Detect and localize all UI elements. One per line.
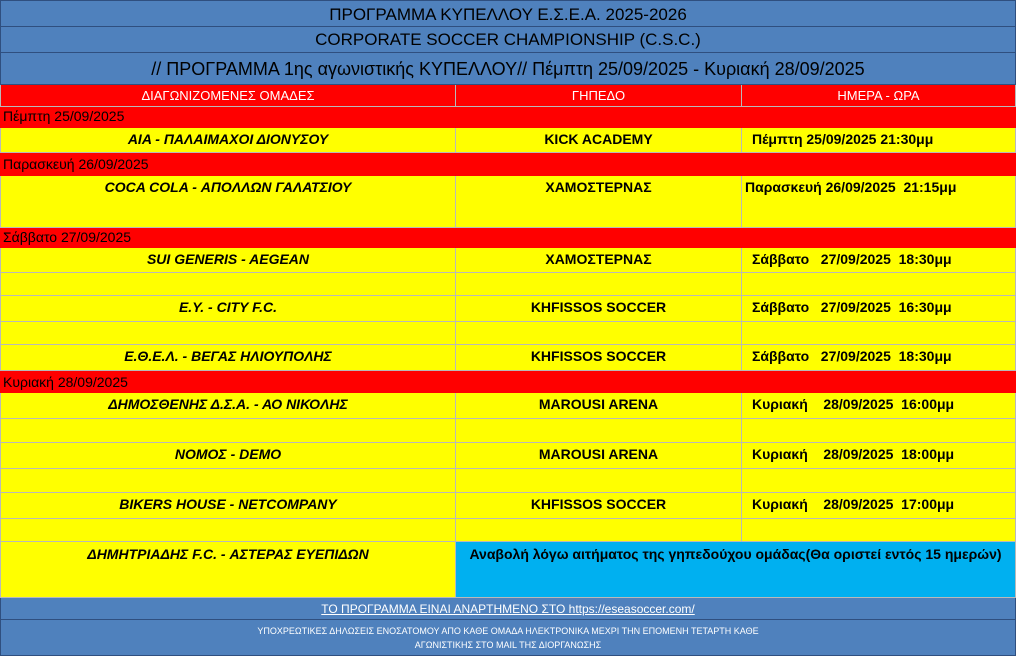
footer-announcement	[0, 598, 1016, 620]
sheet-title: ΠΡΟΓΡΑΜΜΑ ΚΥΠΕΛΛΟΥ Ε.Σ.Ε.Α. 2025-2026	[329, 5, 687, 24]
match-venue: MAROUSI ARENA	[456, 393, 742, 419]
title-band-1	[0, 0, 1016, 27]
match-datetime: Σάββατο 27/09/2025 16:30μμ	[742, 296, 1016, 322]
match-venue: ΧΑΜΟΣΤΕΡΝΑΣ	[456, 248, 742, 273]
match-datetime: Πέμπτη 25/09/2025 21:30μμ	[742, 128, 1016, 153]
match-venue: ΧΑΜΟΣΤΕΡΝΑΣ	[456, 176, 742, 228]
sheet-subtitle: CORPORATE SOCCER CHAMPIONSHIP (C.S.C.)	[315, 30, 701, 49]
website-link[interactable]: ΤΟ ΠΡΟΓΡΑΜΜΑ ΕΙΝΑΙ ΑΝΑΡΤΗΜΕΝΟ ΣΤΟ https://eseasoccer.com/	[321, 602, 695, 616]
match-teams: Ε.Υ. - CITY F.C.	[0, 296, 456, 322]
match-row	[0, 176, 1016, 228]
column-header-venue: ΓΗΠΕΔΟ	[456, 85, 742, 107]
match-row	[0, 345, 1016, 371]
match-teams: BIKERS HOUSE - NETCOMPANY	[0, 493, 456, 519]
match-datetime: Παρασκευή 26/09/2025 21:15μμ	[742, 176, 1016, 228]
spacer-row	[0, 322, 1016, 345]
title-band-3	[0, 53, 1016, 85]
match-venue: MAROUSI ARENA	[456, 443, 742, 469]
match-venue: KHFISSOS SOCCER	[456, 296, 742, 322]
day-row-sunday: Κυριακή 28/09/2025	[0, 371, 1016, 393]
match-venue: KHFISSOS SOCCER	[456, 345, 742, 371]
match-row	[0, 248, 1016, 273]
match-datetime: Κυριακή 28/09/2025 18:00μμ	[742, 443, 1016, 469]
match-venue: KICK ACADEMY	[456, 128, 742, 153]
match-teams: COCA COLA - ΑΠΟΛΛΩΝ ΓΑΛΑΤΣΙΟΥ	[0, 176, 456, 228]
match-datetime: Σάββατο 27/09/2025 18:30μμ	[742, 345, 1016, 371]
match-datetime: Σάββατο 27/09/2025 18:30μμ	[742, 248, 1016, 273]
postponed-match-row	[0, 542, 1016, 598]
match-datetime: Κυριακή 28/09/2025 17:00μμ	[742, 493, 1016, 519]
spacer-row	[0, 469, 1016, 493]
notice-line-1: ΥΠΟΧΡΕΩΤΙΚΕΣ ΔΗΛΩΣΕΙΣ ΕΝΟΣΑΤΟΜΟΥ ΑΠΟ ΚΑΘΕ ΟΜΑΔΑ ΗΛΕΚΤΡΟΝΙΚΑ ΜΕΧΡΙ ΤΗΝ ΕΠΟΜΕΝΗ ΤΕΤΑΡΤΗ ΚΑΘΕ	[257, 626, 759, 636]
round-title: // ΠΡΟΓΡΑΜΜΑ 1ης αγωνιστικής ΚΥΠΕΛΛΟΥ// Πέμπτη 25/09/2025 - Κυριακή 28/09/2025	[151, 59, 865, 79]
match-datetime: Κυριακή 28/09/2025 16:00μμ	[742, 393, 1016, 419]
match-row	[0, 493, 1016, 519]
column-header-row	[0, 85, 1016, 107]
match-row	[0, 443, 1016, 469]
match-row	[0, 128, 1016, 153]
column-header-datetime: ΗΜΕΡΑ - ΩΡΑ	[742, 85, 1016, 107]
match-teams: ΔΗΜΟΣΘΕΝΗΣ Δ.Σ.Α. - ΑΟ ΝΙΚΟΛΗΣ	[0, 393, 456, 419]
column-header-teams: ΔΙΑΓΩΝΙΖΟΜΕΝΕΣ ΟΜΑΔΕΣ	[0, 85, 456, 107]
match-teams: SUI GENERIS - AEGEAN	[0, 248, 456, 273]
spacer-row	[0, 519, 1016, 542]
match-venue: KHFISSOS SOCCER	[456, 493, 742, 519]
notice-line-2: ΑΓΩΝΙΣΤΙΚΗΣ ΣΤΟ MAIL ΤΗΣ ΔΙΟΡΓΑΝΩΣΗΣ	[414, 640, 602, 650]
match-row	[0, 296, 1016, 322]
footer-notice	[0, 620, 1016, 656]
postponement-note: Αναβολή λόγω αιτήματος της γηπεδούχου ομάδας(Θα οριστεί εντός 15 ημερών)	[456, 542, 1016, 598]
spacer-row	[0, 273, 1016, 296]
title-band-2	[0, 27, 1016, 53]
match-teams: ΑΙΑ - ΠΑΛΑΙΜΑΧΟΙ ΔΙΟΝΥΣΟΥ	[0, 128, 456, 153]
day-row-thursday: Πέμπτη 25/09/2025	[0, 107, 1016, 128]
match-teams: ΔΗΜΗΤΡΙΑΔΗΣ F.C. - ΑΣΤΕΡΑΣ ΕΥΕΠΙΔΩΝ	[0, 542, 456, 598]
match-teams: ΝΟΜΟΣ - DEMO	[0, 443, 456, 469]
match-teams: Ε.Θ.Ε.Λ. - ΒΕΓΑΣ ΗΛΙΟΥΠΟΛΗΣ	[0, 345, 456, 371]
day-row-friday: Παρασκευή 26/09/2025	[0, 153, 1016, 176]
spacer-row	[0, 419, 1016, 443]
day-row-saturday: Σάββατο 27/09/2025	[0, 228, 1016, 248]
match-row	[0, 393, 1016, 419]
